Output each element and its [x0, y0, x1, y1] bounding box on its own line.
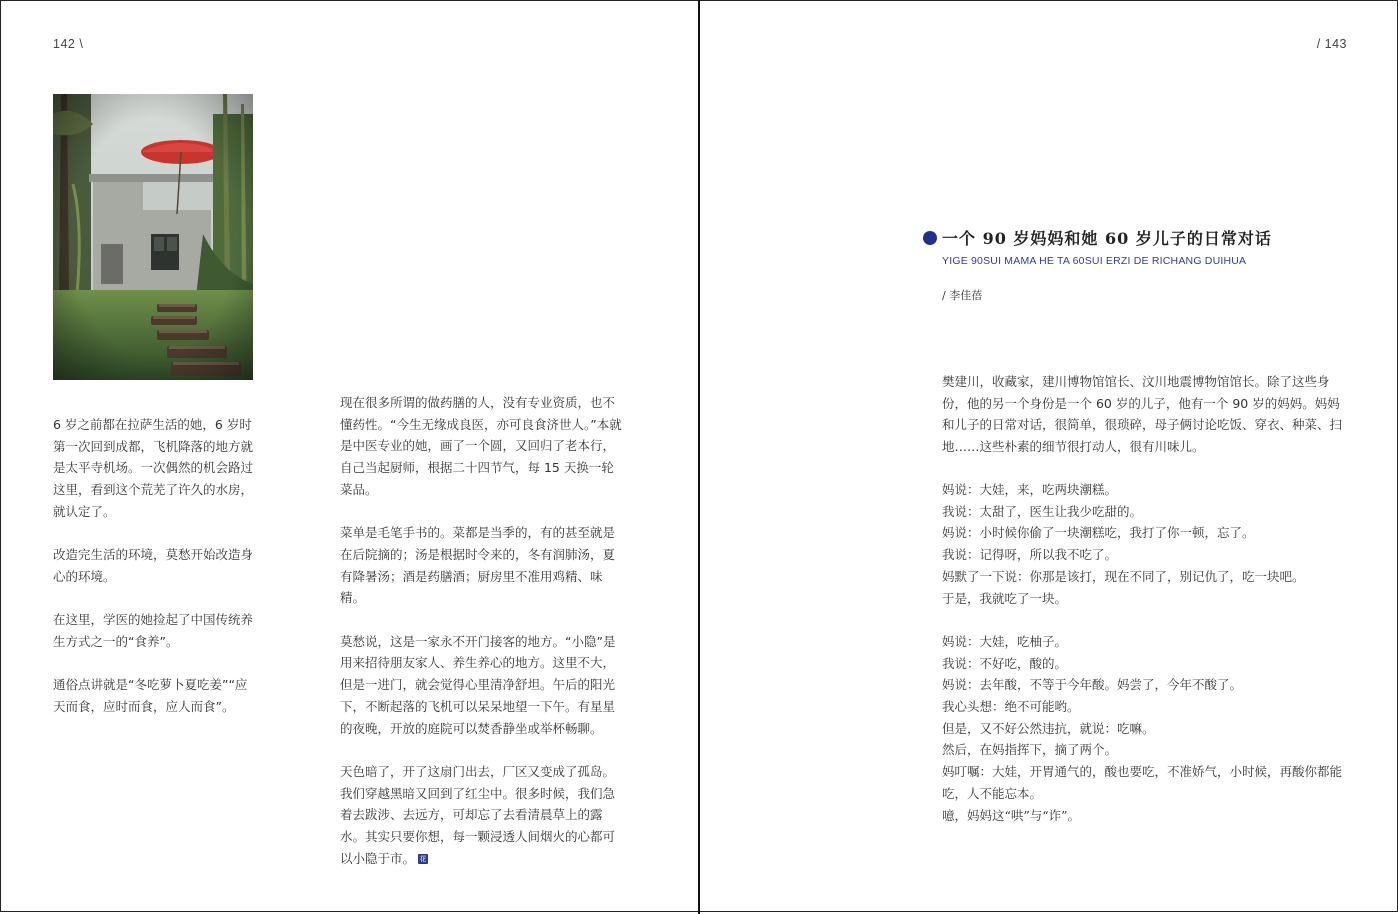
dialogue-line: 妈说：大娃，吃柚子。 [942, 633, 1068, 649]
paragraph: 在这里，学医的她捡起了中国传统养生方式之一的“食养”。 [53, 612, 254, 649]
paragraph-text: 天色暗了，开了这扇门出去，厂区又变成了孤岛。我们穿越黑暗又回到了红尘中。很多时候，我们急着去跋涉、去远方，可却忘了去看清晨草上的露水。其实只要你想，每一颗浸透人间烟火的心都可以小隐于市。 [340, 763, 616, 866]
page-number-right: / 143 [1316, 37, 1347, 51]
article-title: 一个 90 岁妈妈和她 60 岁儿子的日常对话 [942, 229, 1272, 248]
page-number-left: 142 \ [53, 37, 84, 51]
dialogue-line: 我说：记得呀，所以我不吃了。 [942, 547, 1118, 563]
paragraph: 6 岁之前都在拉萨生活的她，6 岁时第一次回到成都，飞机降落的地方就是太平寺机场。一次偶然的机会路过这里，看到这个荒芜了许久的水房，就认定了。 [53, 417, 254, 519]
dialogue-line: 妈说：小时候你偷了一块潮糕吃，我打了你一顿，忘了。 [942, 525, 1255, 541]
text-column-2 [340, 392, 622, 891]
dialogue-line: 于是，我就吃了一块。 [942, 590, 1068, 606]
article-pinyin-subtitle: YIGE 90SUI MAMA HE TA 60SUI ERZI DE RICHANG DUIHUA [942, 255, 1247, 267]
paragraph: 现在很多所谓的做药膳的人，没有专业资质，也不懂药性。“今生无缘成良医，亦可良食济世人。”本就是中医专业的她，画了一个圆，又回归了老本行，自己当起厨师，根据二十四节气，每 15 天换一轮菜品。 [340, 395, 622, 497]
bullet-dot-icon [923, 231, 937, 245]
dialogue-line: 我说：不好吃，酸的。 [942, 655, 1068, 671]
intro-paragraph [942, 371, 1352, 480]
end-mark-icon: 花 [419, 855, 427, 864]
text-column-1 [53, 414, 255, 739]
dialogue-line: 妈说：去年酸，不等于今年酸。妈尝了，今年不酸了。 [942, 677, 1243, 693]
paragraph: 莫愁说，这是一家永不开门接客的地方。“小隐”是用来招待朋友家人、养生养心的地方。这里不大，但是一进门，就会觉得心里清净舒坦。午后的阳光下，不断起落的飞机可以呆呆地望一下午。有星星的夜晚，开放的庭院可以焚香静坐或举杯畅聊。 [340, 633, 616, 736]
paragraph: 改造完生活的环境，莫愁开始改造身心的环境。 [53, 547, 254, 584]
dialogue-line: 妈默了一下说：你那是该打，现在不同了，别记仇了，吃一块吧。 [942, 568, 1305, 584]
dialogue-line: 吃，人不能忘本。 [942, 785, 1043, 801]
dialogue-line: 但是，又不好公然违抗，就说：吃嘛。 [942, 720, 1155, 736]
dialogue-line: 然后，在妈指挥下，摘了两个。 [942, 742, 1118, 758]
paragraph: 樊建川，收藏家，建川博物馆馆长、汶川地震博物馆馆长。除了这些身份，他的另一个身份是一个 60 岁的儿子，他有一个 90 岁的妈妈。妈妈和儿子的日常对话，很简单，很琐碎，母子俩讨论吃饭、穿衣、种菜、扫地……这些朴素的细节很打动人，很有川味儿。 [942, 374, 1343, 455]
dialogue-line: 噫，妈妈这“哄”与“诈”。 [942, 807, 1081, 823]
right-page [700, 0, 1398, 912]
dialogue-block [942, 479, 1354, 826]
dialogue-line: 妈说：大娃，来，吃两块潮糕。 [942, 482, 1118, 497]
spacer [942, 609, 1354, 631]
article-author: / 李佳蓓 [942, 289, 983, 302]
garden-house-photo [53, 94, 253, 380]
dialogue-line: 妈叮嘱：大娃，开胃通气的，酸也要吃，不准娇气，小时候，再酸你都能 [942, 764, 1343, 780]
left-page [0, 0, 698, 912]
paragraph: 菜单是毛笔手书的。菜都是当季的，有的甚至就是在后院摘的；汤是根据时令来的，冬有润肺汤，夏有降暑汤；酒是药膳酒；厨房里不准用鸡精、味精。 [340, 525, 616, 606]
paragraph-last [340, 761, 622, 870]
dialogue-line: 我心头想：绝不可能哟。 [942, 699, 1080, 715]
paragraph: 通俗点讲就是“冬吃萝卜夏吃姜”“应天而食，应时而食，应人而食”。 [53, 677, 248, 715]
dialogue-line: 我说：太甜了，医生让我少吃甜的。 [942, 503, 1143, 519]
